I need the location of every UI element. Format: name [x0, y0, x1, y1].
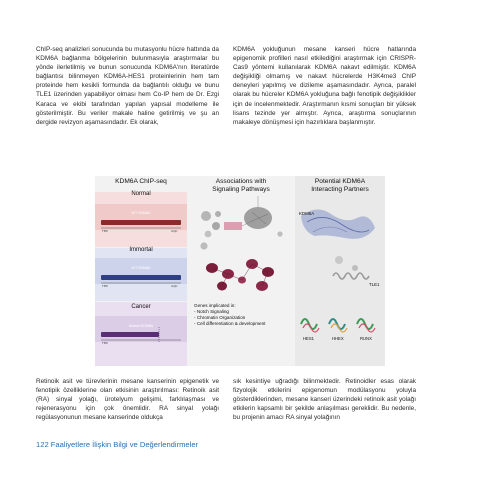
gene-item-1: - Chromatin Organization — [194, 315, 246, 320]
panel-a-title: KDM6A ChIP-seq — [115, 178, 167, 185]
paragraph-text: KDM6A yokluğunun mesane kanseri hücre hatlarında epigenomik profilleri nasıl etkilediğini araştırmak için CRISPR-Cas9 yöntemi kullanılarak KDM6A nakavt edilmiştir. KDM6A değişikliği olmamış ve nakavt hücrelerde H3K4me3 ChIP deneyleri yapılmış ve dizileme aşamasındadır. Ayrıca, paralel olarak bu hücreler KDM6A yokluğuna bağlı fenotipik değişiklikler için de incelenmektedir. Araştırmanın kısmi sonuçları bir yüksek lisans tezinde yer almıştır. Ayrıca, araştırma sonuçlarının makaleye dönüşmesi için hazırlıklara başlanmıştır. — [233, 46, 416, 126]
figure-kdm6a-summary — [95, 176, 385, 366]
cluster-node — [215, 211, 221, 217]
panel-kdm6a-chipseq — [95, 176, 187, 366]
panel-signaling-pathways — [192, 176, 290, 366]
gene-item-text: Chromatin Organization — [196, 315, 246, 320]
partner-blob — [352, 265, 358, 271]
label-immortal: Immortal — [129, 247, 153, 253]
cluster-node — [200, 242, 207, 249]
label-hhex: HHEX — [332, 336, 344, 341]
page-footer — [36, 440, 198, 449]
domain-label-n-3: TPR — [102, 341, 108, 345]
domain-label-c-1: JmjC — [171, 229, 178, 233]
bar-label-wt-2: WT KDM6A — [131, 266, 151, 270]
normal-band — [95, 204, 187, 230]
page-number: 122 — [36, 440, 49, 449]
paragraph-text: Retinoik asit ve türevlerinin mesane kanserinin epigenetik ve fenotipik özelliklerine olan etkisinin araştırılması: Retinoik asit (RA) sinyal yolağı, ürotelyum gelişimi, farklılaşması ve rejenerasyonu için çok önemlidir. RA sinyal yolağı regülasyonunun mesane kanserinde oldukça — [36, 378, 219, 422]
domain-label-n-2: TPR — [102, 284, 108, 288]
panel-interacting-partners — [295, 176, 385, 366]
partner-blob — [335, 256, 343, 264]
immortal-band — [95, 258, 187, 284]
label-normal: Normal — [131, 191, 151, 197]
paragraph-top-right — [233, 45, 416, 127]
label-tle1: TLE1 — [369, 282, 380, 287]
cluster-blob — [244, 207, 272, 229]
label-runx: RUNX — [360, 336, 372, 341]
cluster-node — [212, 222, 220, 230]
tle1-structure — [333, 273, 369, 279]
paragraph-top-left — [36, 45, 219, 127]
panel-b-title-2: Signaling Pathways — [212, 186, 270, 193]
mutant-protein-bar — [101, 332, 159, 337]
paragraph-text: sık kesintiye uğradığı bilinmektedir. Retinoidler esas olarak fizyolojik etkilerini epigenomun modülasyonu yoluyla gösterdiklerinden, mesane kanseri üzerindeki retinoik asit yolağı etkilerin kapsamlı bir şekilde anlaşılması gereklidir. Bu nedenle, bu projenin amacı RA sinyal yolağının — [233, 378, 416, 422]
gene-item-text: Cell differentiation & development — [196, 321, 266, 326]
label-cancer: Cancer — [131, 304, 151, 310]
paragraph-text: ChIP-seq analizleri sonucunda bu mutasyonlu hücre hattında da KDM6A bağlanma bölgelerinin bulunmasıyla araştırmalar bu yönde ilerletilmiş ve bunun sonucunda KDM6A'nın literatürde bağlantısı bilinmeyen KDM6A-HES1 proteinlerinin hem tam proteinde hem kesikli formunda da bağlantılı olduğu ve bunu TLE1 üzerinden yapabiliyor olması hem Co-IP hem de Dr. Ezgi Karaca ve ekibi tarafından yapılan yapısal modelleme ile gösterilmiştir. Bu veriler makale haline getirilmiş ve şu an dergide revizyon aşamasındadır. Ek olarak, — [36, 46, 219, 126]
bar-label-mutant: Mutant KDM6A — [128, 324, 154, 328]
gene-item-2: - Cell differentiation & development — [194, 321, 266, 326]
gene-item-0: - Notch Signaling — [194, 309, 229, 314]
panel-b-graphics — [192, 176, 290, 366]
paragraph-bottom-right — [233, 377, 416, 422]
cluster-box — [224, 222, 242, 230]
label-hes1: HES1 — [303, 336, 314, 341]
gene-item-text: Notch Signaling — [196, 309, 229, 314]
domain-label-c-2: JmjC — [171, 284, 178, 288]
cluster-node — [201, 211, 211, 221]
normal-protein-bar — [101, 220, 181, 225]
panel-c-title-2: Interacting Partners — [311, 186, 369, 193]
panel-c-title-1: Potential KDM6A — [314, 178, 366, 185]
paragraph-bottom-left — [36, 377, 219, 422]
bar-label-wt-1: WT KDM6A — [131, 211, 151, 215]
label-kdm6a: KDM6A — [299, 211, 315, 216]
cluster-node — [277, 231, 282, 236]
genes-header: Genes implicated in: — [194, 303, 236, 308]
cluster-node — [205, 231, 212, 238]
immortal-protein-bar — [101, 275, 181, 280]
domain-label-n-1: TPR — [102, 229, 108, 233]
cancer-band — [95, 316, 187, 342]
panel-b-title-1: Associations with — [215, 178, 267, 185]
footer-title: Faaliyetlere İlişkin Bilgi ve Değerlendirmeler — [50, 440, 199, 449]
panel-a-graphics — [95, 176, 187, 366]
